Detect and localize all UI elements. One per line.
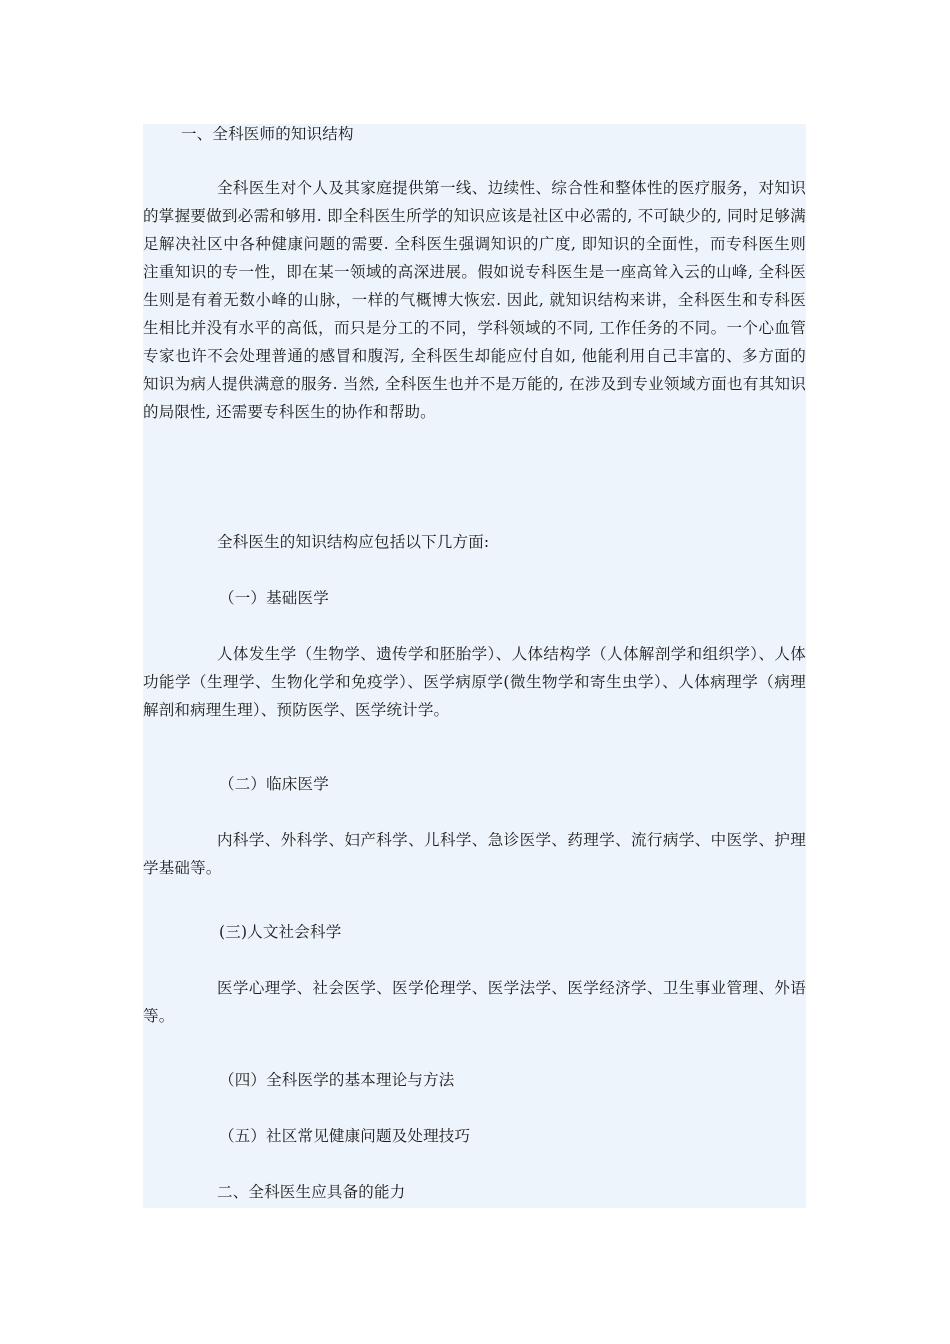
subsection-community-health-title: （五）社区常见健康问题及处理技巧 [219, 1127, 471, 1145]
structure-intro: 全科医生的知识结构应包括以下几方面: [217, 533, 490, 551]
document-panel [143, 124, 806, 1208]
intro-paragraph: 全科医生对个人及其家庭提供第一线、边续性、综合性和整体性的医疗服务，对知识的掌握要做到必需和够用. 即全科医生所学的知识应该是社区中必需的, 不可缺少的, 同时足够满足解决社区中各种健康问题的需要. 全科医生强调知识的广度, 即知识的全面性，而专科医生则注重知识的专一性，即在某一领域的高深进展。假如说专科医生是一座高耸入云的山峰, 全科医生则是有着无数小峰的山脉，一样的气概博大恢宏. 因此, 就知识结构来讲，全科医生和专科医生相比并没有水平的高低，而只是分工的不同，学科领域的不同, 工作任务的不同。一个心血管专家也许不会处理普通的感冒和腹泻, 全科医生却能应付自如, 他能利用自己丰富的、多方面的知识为病人提供满意的服务. 当然, 全科医生也并不是万能的, 在涉及到专业领域方面也有其知识的局限性, 还需要专科医生的协作和帮助。 [143, 179, 806, 421]
subsection-humanities-content: 医学心理学、社会医学、医学伦理学、医学法学、医学经济学、卫生事业管理、外语等。 [143, 979, 806, 1025]
subsection-humanities-title: (三)人文社会科学 [219, 923, 342, 941]
subsection-basic-medicine-title: （一）基础医学 [219, 589, 329, 607]
subsection-clinical-medicine-content: 内科学、外科学、妇产科学、儿科学、急诊医学、药理学、流行病学、中医学、护理学基础等。 [143, 831, 806, 877]
subsection-clinical-medicine-title: （二）临床医学 [219, 775, 329, 793]
subsection-gp-theory-title: （四）全科医学的基本理论与方法 [219, 1071, 455, 1089]
section2-heading: 二、全科医生应具备的能力 [217, 1183, 406, 1201]
subsection-basic-medicine-content: 人体发生学（生物学、遗传学和胚胎学）、人体结构学（人体解剖学和组织学）、人体功能学（生理学、生物化学和免疫学）、医学病原学(微生物学和寄生虫学）、人体病理学（病理解剖和病理生理）、预防医学、医学统计学。 [143, 645, 806, 719]
section1-heading: 一、全科医师的知识结构 [181, 125, 354, 143]
